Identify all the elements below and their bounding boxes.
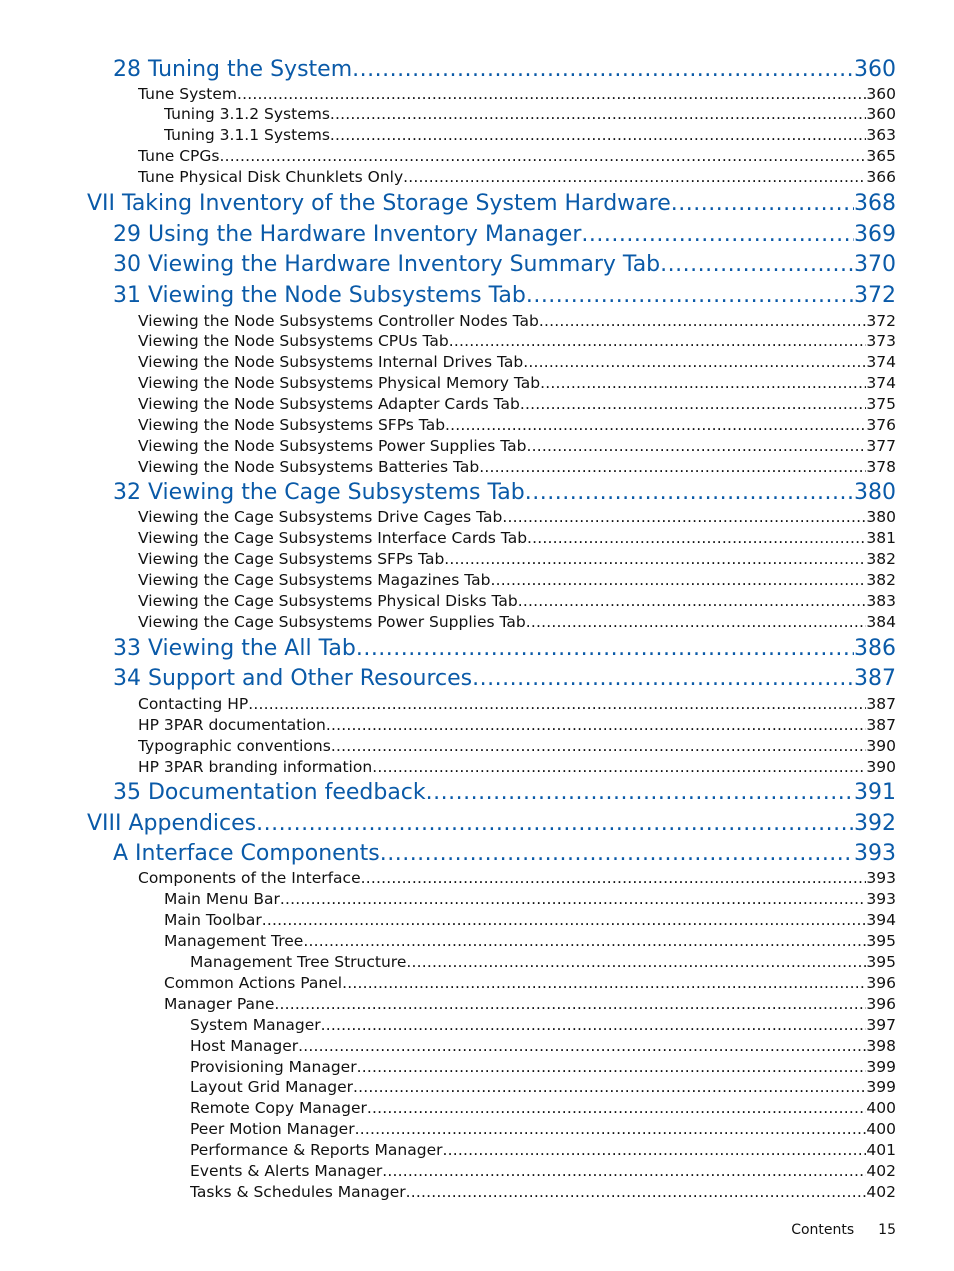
toc-entry-title: 28 Tuning the System bbox=[113, 57, 353, 82]
toc-entry-title: Manager Pane bbox=[164, 995, 275, 1013]
toc-entry-page-number: 381 bbox=[866, 529, 896, 547]
dot-leader bbox=[355, 1119, 867, 1139]
toc-entry-title: Contacting HP bbox=[138, 695, 249, 713]
toc-section-entry[interactable] bbox=[138, 331, 896, 351]
toc-entry-title: Tasks & Schedules Manager bbox=[190, 1183, 406, 1201]
toc-entry-page-number: 399 bbox=[866, 1058, 896, 1076]
toc-section-entry[interactable] bbox=[138, 694, 896, 714]
toc-entry-page-number: 370 bbox=[854, 252, 896, 277]
toc-entry-title: Tune CPGs bbox=[138, 147, 220, 165]
toc-entry-title: VII Taking Inventory of the Storage System Hardware bbox=[87, 191, 671, 216]
dot-leader bbox=[527, 528, 866, 548]
dot-leader bbox=[298, 1036, 866, 1056]
toc-entry-title: Host Manager bbox=[190, 1037, 299, 1055]
dot-leader bbox=[356, 635, 854, 663]
toc-entry-page-number: 376 bbox=[866, 416, 896, 434]
dot-leader bbox=[352, 56, 854, 84]
toc-entry-title: Provisioning Manager bbox=[190, 1058, 357, 1076]
toc-subsubsection-entry[interactable] bbox=[190, 1119, 896, 1139]
toc-entry-title: Viewing the Node Subsystems Batteries Tab bbox=[138, 458, 480, 476]
toc-section-entry[interactable] bbox=[138, 549, 896, 569]
toc-subsection-entry[interactable] bbox=[164, 910, 896, 930]
toc-chapter-entry[interactable] bbox=[113, 479, 896, 507]
toc-entry-title: Viewing the Cage Subsystems Power Supplies Tab bbox=[138, 613, 526, 631]
toc-entry-page-number: 400 bbox=[866, 1099, 896, 1117]
toc-entry-page-number: 387 bbox=[854, 666, 896, 691]
toc-section-entry[interactable] bbox=[138, 373, 896, 393]
dot-leader bbox=[445, 415, 866, 435]
dot-leader bbox=[518, 591, 867, 611]
toc-entry-title: 34 Support and Other Resources bbox=[113, 666, 473, 691]
dot-leader bbox=[321, 1015, 867, 1035]
toc-subsection-entry[interactable] bbox=[164, 125, 896, 145]
toc-entry-title: 33 Viewing the All Tab bbox=[113, 636, 356, 661]
dot-leader bbox=[331, 736, 867, 756]
toc-entry-page-number: 383 bbox=[866, 592, 896, 610]
toc-section-entry[interactable] bbox=[138, 528, 896, 548]
dot-leader bbox=[444, 549, 866, 569]
dot-leader bbox=[326, 715, 867, 735]
toc-chapter-entry[interactable] bbox=[113, 56, 896, 84]
dot-leader bbox=[502, 507, 866, 527]
toc-entry-page-number: 390 bbox=[866, 758, 896, 776]
dot-leader bbox=[357, 1057, 867, 1077]
dot-leader bbox=[581, 221, 854, 249]
toc-entry-page-number: 377 bbox=[866, 437, 896, 455]
dot-leader bbox=[274, 994, 866, 1014]
toc-entry-page-number: 374 bbox=[866, 374, 896, 392]
toc-entry-page-number: 393 bbox=[854, 841, 896, 866]
toc-entry-page-number: 401 bbox=[866, 1141, 896, 1159]
toc-entry-page-number: 372 bbox=[866, 312, 896, 330]
toc-subsection-entry[interactable] bbox=[164, 104, 896, 124]
toc-entry-title: Viewing the Node Subsystems Physical Memory Tab bbox=[138, 374, 541, 392]
toc-chapter-entry[interactable] bbox=[113, 665, 896, 693]
dot-leader bbox=[367, 1098, 866, 1118]
toc-entry-page-number: 393 bbox=[866, 890, 896, 908]
toc-entry-page-number: 366 bbox=[866, 168, 896, 186]
toc-chapter-entry[interactable] bbox=[113, 779, 896, 807]
toc-entry-title: 29 Using the Hardware Inventory Manager bbox=[113, 222, 582, 247]
toc-subsubsection-entry[interactable] bbox=[190, 1161, 896, 1181]
toc-entry-title: Main Toolbar bbox=[164, 911, 262, 929]
toc-entry-page-number: 399 bbox=[866, 1078, 896, 1096]
toc-entry-page-number: 374 bbox=[866, 353, 896, 371]
toc-entry-title: 30 Viewing the Hardware Inventory Summary Tab bbox=[113, 252, 661, 277]
footer-label: Contents bbox=[791, 1222, 855, 1238]
dot-leader bbox=[361, 868, 867, 888]
toc-entry-page-number: 393 bbox=[866, 869, 896, 887]
toc-section-entry[interactable] bbox=[138, 736, 896, 756]
toc-entry-title: Typographic conventions bbox=[138, 737, 331, 755]
toc-subsubsection-entry[interactable] bbox=[190, 1057, 896, 1077]
toc-chapter-entry[interactable] bbox=[113, 282, 896, 310]
dot-leader bbox=[248, 694, 866, 714]
toc-subsubsection-entry[interactable] bbox=[190, 1140, 896, 1160]
toc-entry-page-number: 382 bbox=[866, 571, 896, 589]
toc-entry-title: Tune Physical Disk Chunklets Only bbox=[138, 168, 404, 186]
dot-leader bbox=[525, 479, 854, 507]
page-footer bbox=[791, 1222, 896, 1238]
toc-subsubsection-entry[interactable] bbox=[190, 1036, 896, 1056]
toc-entry-title: Main Menu Bar bbox=[164, 890, 280, 908]
toc-section-entry[interactable] bbox=[138, 415, 896, 435]
toc-section-entry[interactable] bbox=[138, 311, 896, 331]
toc-entry-title: A Interface Components bbox=[113, 841, 380, 866]
toc-entry-page-number: 391 bbox=[854, 780, 896, 805]
toc-entry-page-number: 396 bbox=[866, 995, 896, 1013]
dot-leader bbox=[219, 146, 866, 166]
dot-leader bbox=[479, 457, 866, 477]
footer-page-number: 15 bbox=[878, 1222, 896, 1238]
toc-section-entry[interactable] bbox=[138, 757, 896, 777]
toc-section-entry[interactable] bbox=[138, 507, 896, 527]
dot-leader bbox=[523, 352, 866, 372]
toc-section-entry[interactable] bbox=[138, 436, 896, 456]
toc-entry-title: Viewing the Cage Subsystems Magazines Tab bbox=[138, 571, 491, 589]
toc-entry-page-number: 398 bbox=[866, 1037, 896, 1055]
toc-entry-page-number: 397 bbox=[866, 1016, 896, 1034]
toc-entry-title: 31 Viewing the Node Subsystems Tab bbox=[113, 283, 526, 308]
toc-entry-title: Viewing the Cage Subsystems Drive Cages Tab bbox=[138, 508, 503, 526]
toc-entry-title: Viewing the Node Subsystems Adapter Cards Tab bbox=[138, 395, 520, 413]
toc-chapter-entry[interactable] bbox=[113, 251, 896, 279]
dot-leader bbox=[426, 779, 854, 807]
toc-section-entry[interactable] bbox=[138, 868, 896, 888]
toc-entry-page-number: 390 bbox=[866, 737, 896, 755]
dot-leader bbox=[526, 436, 866, 456]
dot-leader bbox=[472, 665, 854, 693]
toc-subsection-entry[interactable] bbox=[164, 973, 896, 993]
toc-section-entry[interactable] bbox=[138, 715, 896, 735]
toc-section-entry[interactable] bbox=[138, 167, 896, 187]
toc-subsubsection-entry[interactable] bbox=[190, 1098, 896, 1118]
toc-entry-page-number: 392 bbox=[854, 811, 896, 836]
toc-section-entry[interactable] bbox=[138, 570, 896, 590]
toc-entry-title: Tune System bbox=[138, 85, 238, 103]
dot-leader bbox=[520, 394, 867, 414]
toc-entry-title: Viewing the Cage Subsystems SFPs Tab bbox=[138, 550, 445, 568]
toc-entry-page-number: 360 bbox=[854, 57, 896, 82]
dot-leader bbox=[342, 973, 866, 993]
toc-subsection-entry[interactable] bbox=[164, 889, 896, 909]
toc-entry-title: System Manager bbox=[190, 1016, 321, 1034]
toc-entry-page-number: 368 bbox=[854, 191, 896, 216]
toc-entry-page-number: 380 bbox=[866, 508, 896, 526]
toc-subsection-entry[interactable] bbox=[164, 931, 896, 951]
dot-leader bbox=[671, 190, 854, 218]
dot-leader bbox=[330, 125, 867, 145]
toc-entry-page-number: 386 bbox=[854, 636, 896, 661]
toc-entry-page-number: 380 bbox=[854, 480, 896, 505]
toc-section-entry[interactable] bbox=[138, 84, 896, 104]
toc-subsubsection-entry[interactable] bbox=[190, 1077, 896, 1097]
toc-chapter-entry[interactable] bbox=[113, 221, 896, 249]
toc-entry-title: Viewing the Node Subsystems SFPs Tab bbox=[138, 416, 446, 434]
toc-entry-page-number: 360 bbox=[866, 85, 896, 103]
toc-entry-title: Viewing the Node Subsystems Controller Nodes Tab bbox=[138, 312, 539, 330]
toc-subsubsection-entry[interactable] bbox=[190, 1182, 896, 1202]
toc-entry-title: VIII Appendices bbox=[87, 811, 257, 836]
toc-entry-title: Remote Copy Manager bbox=[190, 1099, 367, 1117]
toc-entry-page-number: 375 bbox=[866, 395, 896, 413]
dot-leader bbox=[403, 167, 866, 187]
dot-leader bbox=[490, 570, 866, 590]
toc-entry-title: Events & Alerts Manager bbox=[190, 1162, 383, 1180]
toc-entry-page-number: 384 bbox=[866, 613, 896, 631]
dot-leader bbox=[256, 810, 854, 838]
toc-entry-page-number: 360 bbox=[866, 105, 896, 123]
toc-entry-page-number: 373 bbox=[866, 332, 896, 350]
toc-entry-title: Viewing the Cage Subsystems Physical Disks Tab bbox=[138, 592, 518, 610]
dot-leader bbox=[280, 889, 866, 909]
toc-section-entry[interactable] bbox=[138, 394, 896, 414]
toc-entry-title: Layout Grid Manager bbox=[190, 1078, 354, 1096]
toc-part-entry[interactable] bbox=[87, 190, 896, 218]
dot-leader bbox=[526, 282, 854, 310]
toc-subsubsection-entry[interactable] bbox=[190, 952, 896, 972]
toc-entry-page-number: 402 bbox=[866, 1183, 896, 1201]
dot-leader bbox=[539, 311, 867, 331]
toc-entry-title: Common Actions Panel bbox=[164, 974, 343, 992]
toc-part-entry[interactable] bbox=[87, 810, 896, 838]
toc-entry-title: Tuning 3.1.1 Systems bbox=[164, 126, 330, 144]
toc-chapter-entry[interactable] bbox=[113, 840, 896, 868]
dot-leader bbox=[406, 1182, 867, 1202]
toc-entry-page-number: 382 bbox=[866, 550, 896, 568]
toc-section-entry[interactable] bbox=[138, 352, 896, 372]
toc-entry-title: HP 3PAR branding information bbox=[138, 758, 373, 776]
toc-entry-page-number: 396 bbox=[866, 974, 896, 992]
toc-entry-title: Components of the Interface bbox=[138, 869, 361, 887]
toc-entry-page-number: 387 bbox=[866, 695, 896, 713]
dot-leader bbox=[237, 84, 866, 104]
dot-leader bbox=[303, 931, 866, 951]
toc-chapter-entry[interactable] bbox=[113, 635, 896, 663]
toc-entry-page-number: 365 bbox=[866, 147, 896, 165]
dot-leader bbox=[380, 840, 854, 868]
dot-leader bbox=[353, 1077, 866, 1097]
toc-entry-page-number: 369 bbox=[854, 222, 896, 247]
toc-section-entry[interactable] bbox=[138, 612, 896, 632]
toc-entry-title: Management Tree bbox=[164, 932, 304, 950]
dot-leader bbox=[443, 1140, 867, 1160]
toc-subsubsection-entry[interactable] bbox=[190, 1015, 896, 1035]
toc-entry-title: Tuning 3.1.2 Systems bbox=[164, 105, 330, 123]
toc-entry-page-number: 363 bbox=[866, 126, 896, 144]
toc-entry-title: Viewing the Node Subsystems Internal Drives Tab bbox=[138, 353, 524, 371]
dot-leader bbox=[540, 373, 866, 393]
toc-entry-title: Performance & Reports Manager bbox=[190, 1141, 443, 1159]
toc-entry-title: Viewing the Cage Subsystems Interface Cards Tab bbox=[138, 529, 528, 547]
toc-section-entry[interactable] bbox=[138, 591, 896, 611]
toc-entry-page-number: 372 bbox=[854, 283, 896, 308]
toc-entry-page-number: 402 bbox=[866, 1162, 896, 1180]
toc-entry-page-number: 387 bbox=[866, 716, 896, 734]
toc-entry-page-number: 395 bbox=[866, 932, 896, 950]
toc-entry-title: Peer Motion Manager bbox=[190, 1120, 355, 1138]
dot-leader bbox=[262, 910, 867, 930]
toc-section-entry[interactable] bbox=[138, 146, 896, 166]
toc-entry-page-number: 395 bbox=[866, 953, 896, 971]
dot-leader bbox=[372, 757, 866, 777]
toc-entry-title: 35 Documentation feedback bbox=[113, 780, 426, 805]
toc-entry-page-number: 378 bbox=[866, 458, 896, 476]
dot-leader bbox=[526, 612, 867, 632]
toc-entry-title: Viewing the Node Subsystems CPUs Tab bbox=[138, 332, 449, 350]
dot-leader bbox=[660, 251, 854, 279]
dot-leader bbox=[449, 331, 867, 351]
toc-entry-page-number: 400 bbox=[866, 1120, 896, 1138]
toc-entry-title: Management Tree Structure bbox=[190, 953, 407, 971]
toc-entry-title: 32 Viewing the Cage Subsystems Tab bbox=[113, 480, 525, 505]
dot-leader bbox=[382, 1161, 866, 1181]
toc-entry-title: HP 3PAR documentation bbox=[138, 716, 326, 734]
toc-entry-page-number: 394 bbox=[866, 911, 896, 929]
dot-leader bbox=[330, 104, 867, 124]
dot-leader bbox=[406, 952, 866, 972]
toc-entry-title: Viewing the Node Subsystems Power Supplies Tab bbox=[138, 437, 527, 455]
toc-subsection-entry[interactable] bbox=[164, 994, 896, 1014]
toc-section-entry[interactable] bbox=[138, 457, 896, 477]
